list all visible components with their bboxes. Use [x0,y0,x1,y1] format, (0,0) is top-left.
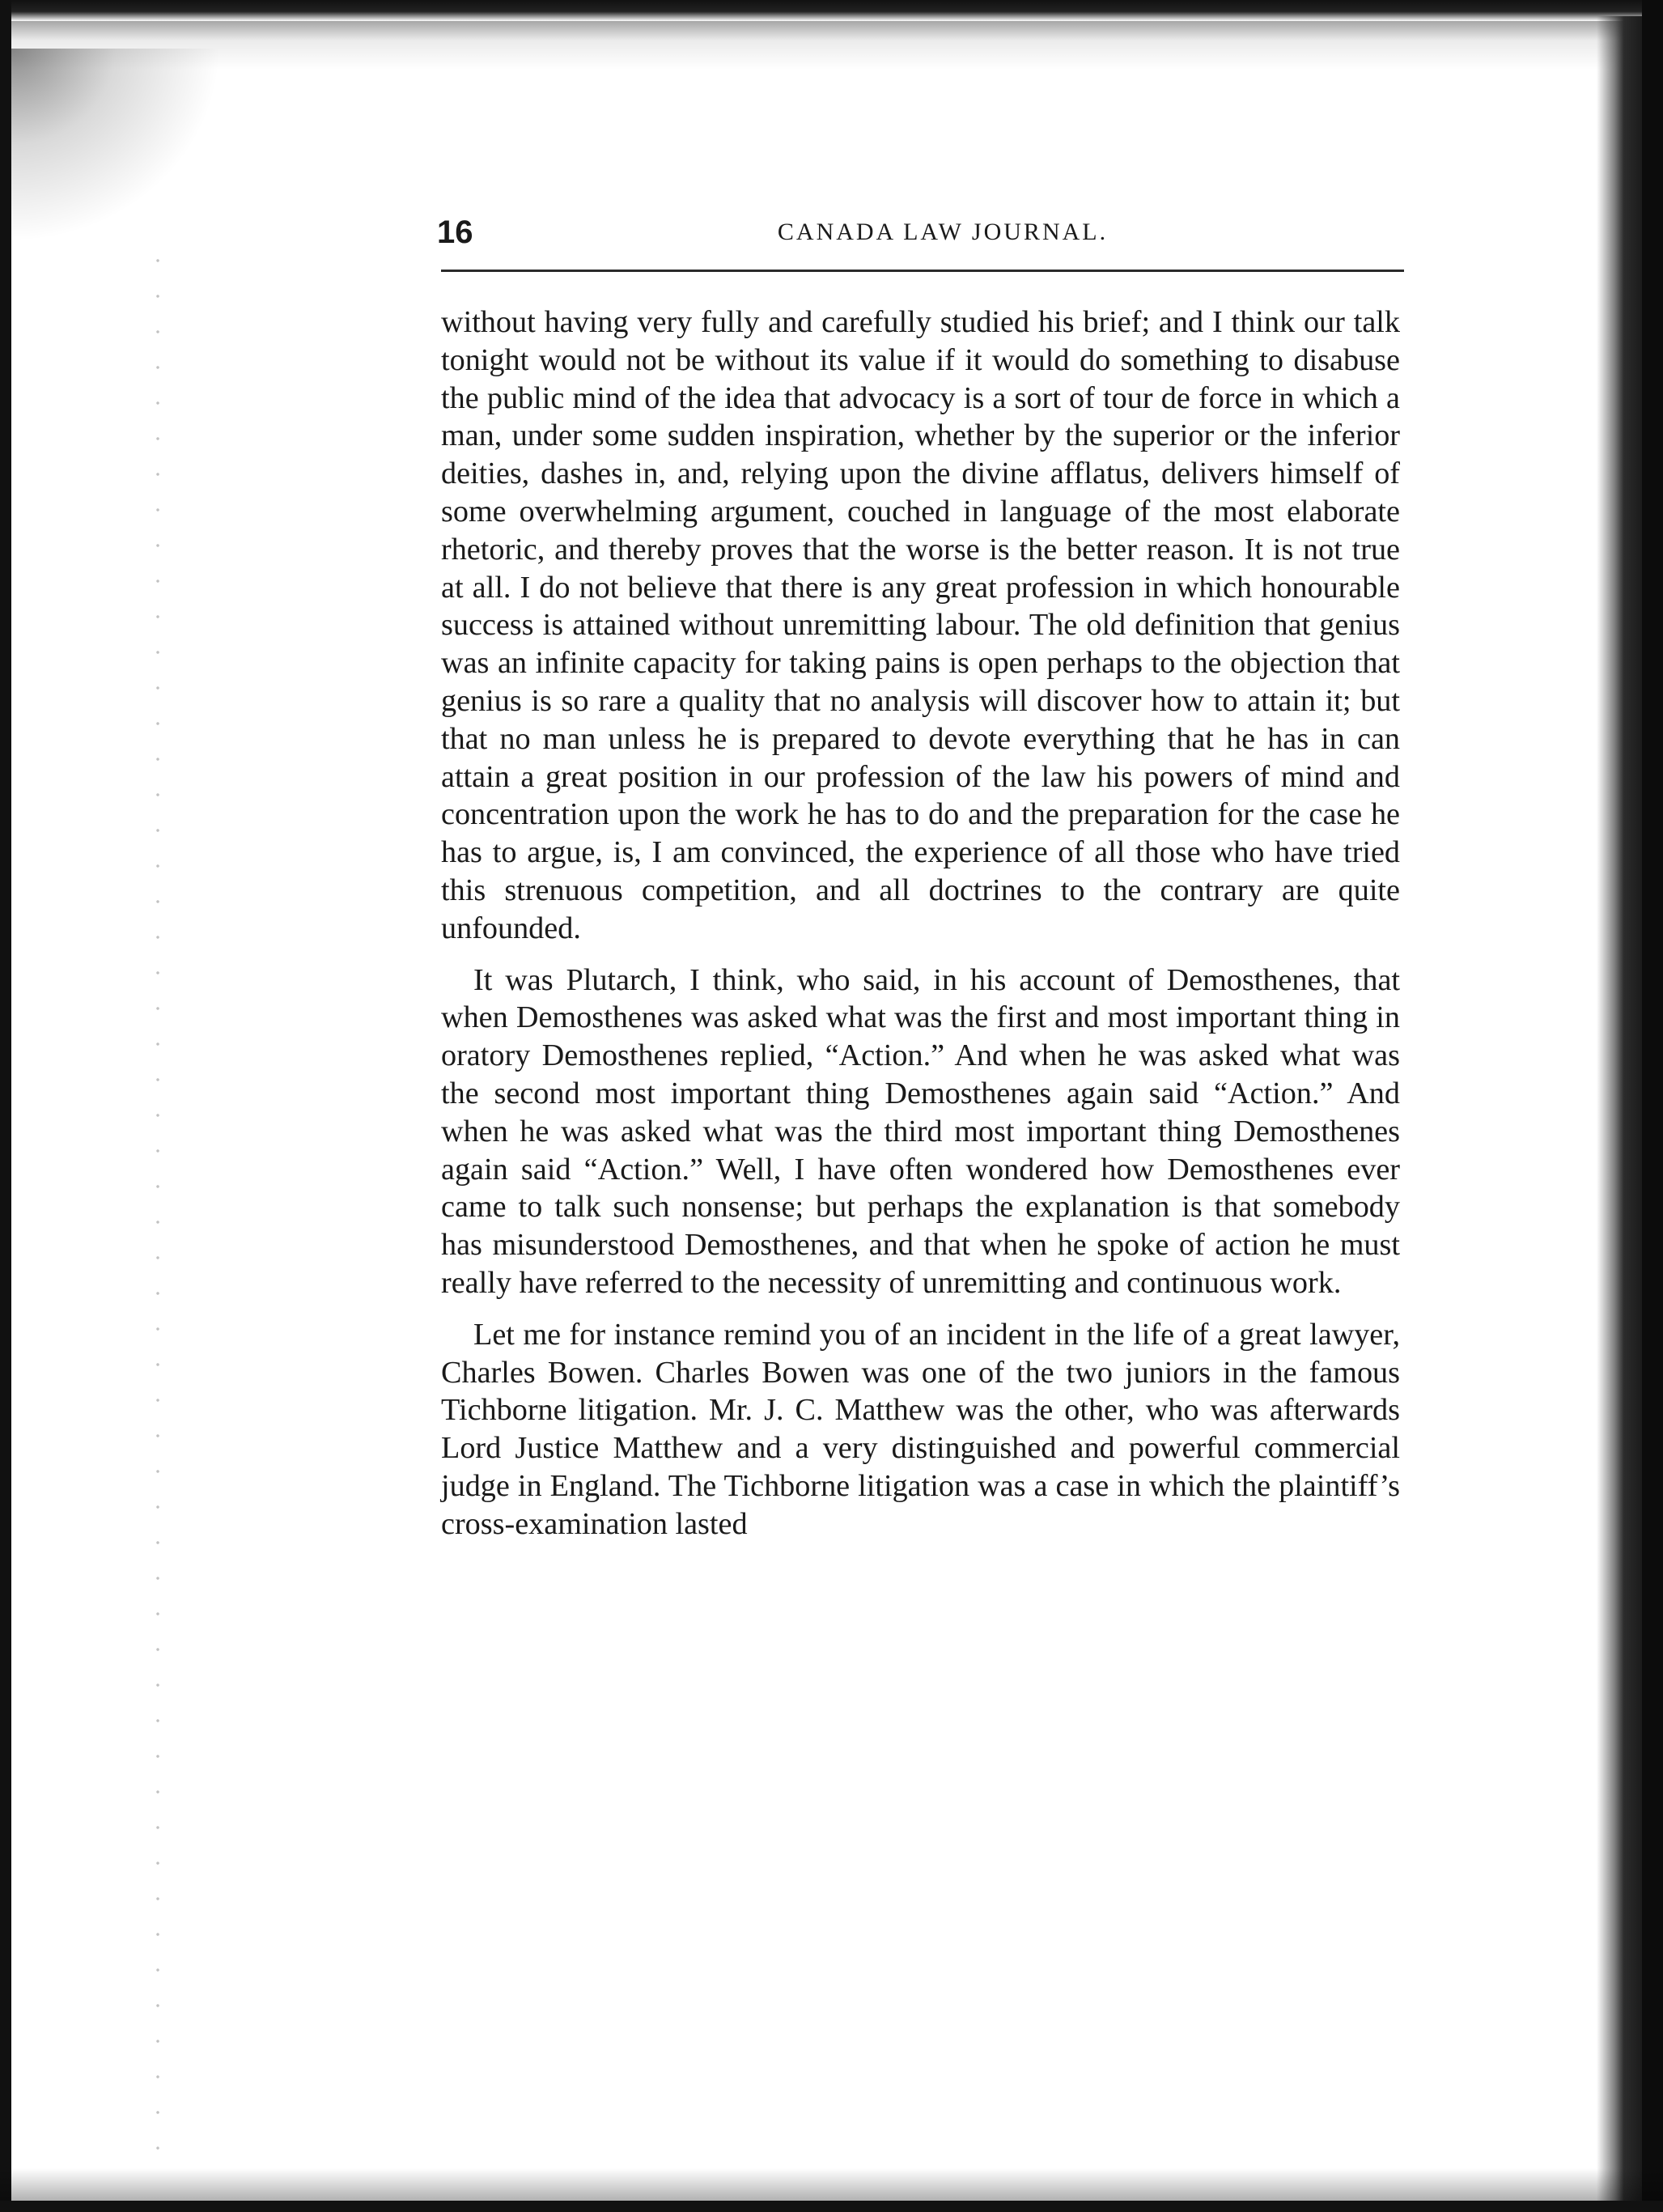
paragraph-2: It was Plutarch, I think, who said, in his account of Demosthenes, that when Demosthenes was asked what was the first and most important thing in oratory Demosthenes replied, “Action.” And when he was asked what was the second most important thing Demosthenes again said “Action.” And when he was asked what was the third most important thing Demosthenes again said “Action.” Well, I have often wondered how Demosthenes ever came to talk such nonsense; but perhaps the explanation is that somebody has misunderstood Demosthenes, and that when he spoke of action he must really have referred to the necessity of unremitting and continuous work. [441,962,1400,1300]
scan-border-left [0,0,11,2212]
header-rule [441,270,1404,272]
scan-shadow-top [0,21,1663,70]
scan-gutter-specks [146,243,170,2169]
paragraph-3: Let me for instance remind you of an incident in the life of a great lawyer, Charles Bowen. Charles Bowen was one of the two juniors in the famous Tichborne litigation. Mr. J. C. Matthew was the other, who was afterwards Lord Justice Matthew and a very distinguished and powerful commercial judge in England. The Tichborne litigation was a case in which the plaintiff’s cross-examination lasted [441,1317,1400,1541]
scan-border-bottom [0,2201,1663,2212]
page-number: 16 [437,214,473,250]
article-body [441,304,1400,1557]
running-head [437,212,1400,261]
journal-title: CANADA LAW JOURNAL. [777,219,1109,245]
scan-shadow-left [11,49,222,243]
paragraph-1: without having very fully and carefully studied his brief; and I think our talk tonight would not be without its value if it would do something to disabuse the public mind of the idea that advocacy is a sort of tour de force in which a man, under some sudden inspiration, whether by the superior or the inferior deities, dashes in, and, relying upon the divine afflatus, delivers himself of some overwhelming argument, couched in language of the most elaborate rhetoric, and thereby proves that the worse is the better reason. It is not true at all. I do not believe that there is any great profession in which honourable success is attained without unremitting labour. The old definition that genius was an infinite capacity for taking pains is open perhaps to the objection that genius is so rare a quality that no analysis will discover how to attain it; but that no man unless he is prepared to devote everything that he has in can attain a great position in our profession of the law his powers of mind and concentration upon the work he has to do and the preparation for the case he has to argue, is, I am convinced, the experience of all those who have tried this strenuous competition, and all doctrines to the contrary are quite unfounded. [441,305,1400,945]
scan-shadow-right [1597,16,1642,2212]
scan-border-right [1642,0,1663,2212]
scan-shadow-bottom [0,2168,1663,2201]
scan-border-top [0,0,1663,21]
